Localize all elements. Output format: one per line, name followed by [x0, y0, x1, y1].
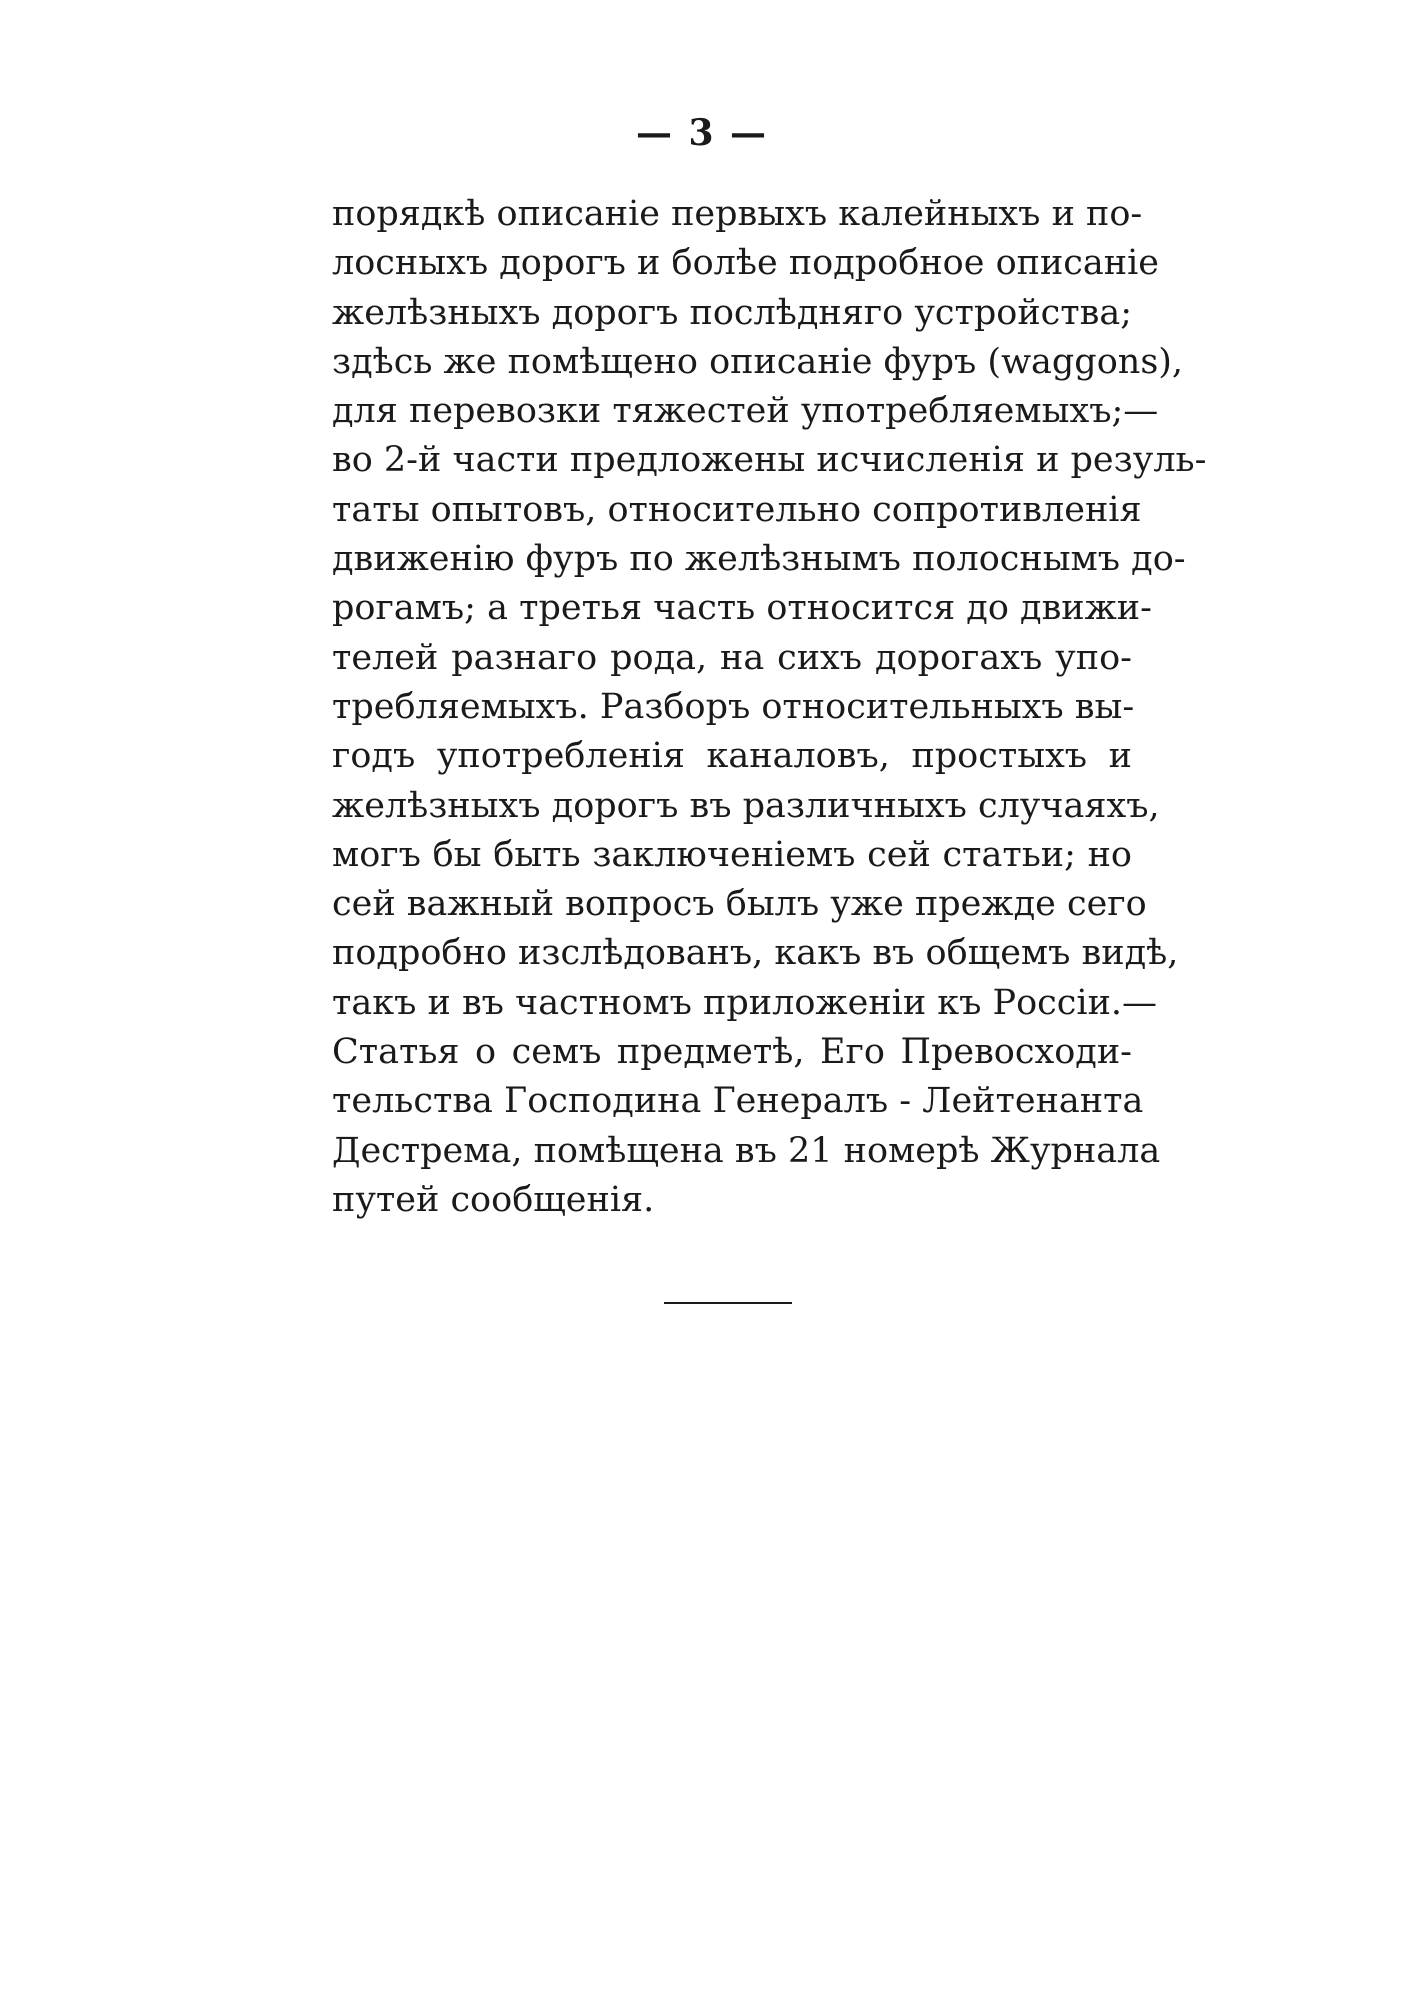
- page-number: — 3 —: [635, 112, 769, 154]
- text-line: рогамъ; а третья часть относится до движи-: [332, 588, 1152, 629]
- text-line: здѣсь же помѣщено описаніе фуръ (waggons),: [332, 341, 1184, 382]
- text-line: подробно изслѣдованъ, какъ въ общемъ видѣ,: [332, 933, 1179, 974]
- text-line: могъ бы быть заключеніемъ сей статьи; но: [332, 834, 1132, 875]
- text-line: такъ и въ частномъ приложеніи къ Россіи.—: [332, 982, 1158, 1023]
- text-line: Дестрема, помѣщена въ 21 номерѣ Журнала: [332, 1130, 1161, 1171]
- text-line: тельства Господина Генералъ - Лейтенанта: [332, 1081, 1144, 1122]
- text-line: телей разнаго рода, на сихъ дорогахъ упо-: [332, 637, 1132, 678]
- text-line: Статья о семъ предметѣ, Его Превосходи-: [332, 1032, 1132, 1073]
- text-line: желѣзныхъ дорогъ въ различныхъ случаяхъ,: [332, 785, 1160, 826]
- text-line: движенію фуръ по желѣзнымъ полоснымъ до-: [332, 539, 1186, 580]
- text-line: желѣзныхъ дорогъ послѣдняго устройства;: [332, 292, 1133, 333]
- text-line: требляемыхъ. Разборъ относительныхъ вы-: [332, 686, 1135, 727]
- text-line: во 2-й части предложены исчисленія и резуль-: [332, 440, 1207, 481]
- text-line: таты опытовъ, относительно сопротивленія: [332, 489, 1142, 530]
- text-line: для перевозки тяжестей употребляемыхъ;—: [332, 391, 1159, 432]
- text-line: сей важный вопросъ былъ уже прежде сего: [332, 884, 1147, 925]
- text-line: лосныхъ дорогъ и болѣе подробное описаніе: [332, 243, 1159, 284]
- end-rule-divider: [664, 1302, 792, 1304]
- text-line: путей сообщенія.: [332, 1179, 655, 1220]
- text-line: годъ употребленія каналовъ, простыхъ и: [332, 736, 1132, 777]
- body-text: [332, 190, 1207, 1225]
- text-line: порядкѣ описаніе первыхъ калейныхъ и по-: [332, 194, 1143, 234]
